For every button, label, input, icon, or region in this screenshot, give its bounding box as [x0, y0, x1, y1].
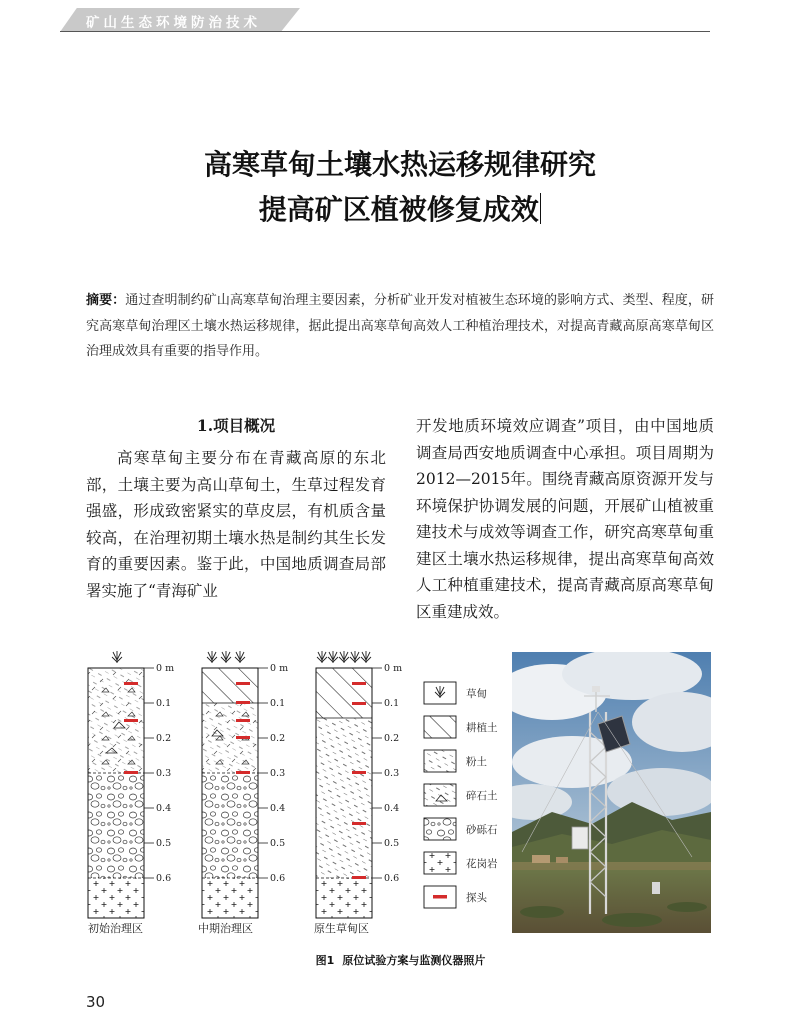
soil-profile-diagram	[84, 648, 504, 938]
monitoring-instrument-photo	[512, 652, 711, 933]
probe-marker	[352, 876, 366, 879]
legend-item-probe	[424, 886, 487, 908]
depth-label: 0.5	[156, 838, 172, 849]
legend-label: 草甸	[466, 688, 487, 700]
probe-marker	[236, 701, 250, 704]
probe-marker	[236, 771, 250, 774]
depth-label: 0.4	[156, 803, 172, 814]
grass-icon	[112, 651, 122, 663]
text-cursor	[540, 193, 542, 224]
body-paragraph: 高寒草甸主要分布在青藏高原的东北部，土壤主要为高山草甸土，生草过程发育强盛，形成致密紧实的草皮层，有机质含量较高，在治理初期土壤水热是制约其生长发育的重要因素。鉴于此，中国地质调查局部署实施了“青海矿业	[86, 449, 386, 600]
depth-label: 0.4	[384, 803, 400, 814]
soil-profile-figure	[84, 648, 504, 938]
depth-label: 0 m	[156, 663, 175, 674]
legend-label: 花岗岩	[466, 858, 498, 870]
abstract-text: 通过查明制约矿山高寒草甸治理主要因素，分析矿业开发对植被生态环境的影响方式、类型、程度，研究高寒草甸治理区土壤水热运移规律，据此提出高寒草甸高效人工种植治理技术，对提高青藏高原高寒草甸区治理成效具有重要的指导作用。	[86, 293, 714, 359]
legend-label: 粉土	[466, 756, 487, 768]
legend-item-sandy-gravel	[424, 818, 498, 840]
depth-label: 0.2	[156, 733, 172, 744]
abstract-label: 摘要：	[86, 293, 126, 308]
figure-legend	[424, 682, 498, 908]
depth-label: 0.5	[384, 838, 400, 849]
title-line-2-text: 提高矿区植被修复成效	[258, 193, 539, 226]
legend-item-silt	[424, 750, 487, 772]
depth-label: 0 m	[384, 663, 403, 674]
depth-label: 0.4	[270, 803, 286, 814]
legend-item-gravel-soil	[424, 784, 498, 806]
page-number: 30	[86, 993, 106, 1011]
article-title	[100, 142, 700, 232]
probe-marker	[352, 822, 366, 825]
grass-icon	[317, 651, 371, 663]
column-label: 初始治理区	[88, 922, 143, 935]
title-line-2	[100, 187, 700, 232]
depth-label: 0.3	[156, 768, 172, 779]
legend-label: 探头	[466, 892, 487, 904]
photo-illustration	[512, 652, 711, 933]
probe-marker	[124, 682, 138, 685]
figure-number: 图1	[315, 954, 335, 967]
legend-item-grass	[424, 682, 487, 704]
probe-marker	[236, 682, 250, 685]
depth-label: 0.2	[270, 733, 286, 744]
title-line-1: 高寒草甸土壤水热运移规律研究	[203, 148, 596, 181]
probe-marker	[352, 682, 366, 685]
grass-icon	[207, 651, 245, 663]
legend-item-tilled	[424, 716, 498, 738]
body-column-right	[416, 413, 714, 625]
legend-item-granite	[424, 852, 498, 874]
depth-label: 0.6	[384, 873, 400, 884]
depth-label: 0 m	[270, 663, 289, 674]
depth-label: 0.1	[270, 698, 286, 709]
figure-caption-text: 原位试验方案与监测仪器照片	[342, 954, 486, 967]
probe-marker	[236, 719, 250, 722]
column-label: 中期治理区	[198, 922, 253, 935]
depth-label: 0.1	[156, 698, 172, 709]
probe-marker	[352, 702, 366, 705]
section-heading: 1.项目概况	[196, 416, 276, 435]
probe-marker	[236, 736, 250, 739]
probe-marker	[352, 771, 366, 774]
depth-label: 0.5	[270, 838, 286, 849]
depth-label: 0.1	[384, 698, 400, 709]
depth-label: 0.3	[384, 768, 400, 779]
abstract	[86, 288, 714, 365]
profile-column-native	[314, 651, 402, 935]
header-rule	[60, 31, 710, 32]
legend-label: 砂砾石	[466, 824, 498, 836]
depth-label: 0.6	[156, 873, 172, 884]
profile-column-initial	[88, 651, 174, 935]
column-label: 原生草甸区	[314, 922, 369, 935]
body-column-left	[86, 413, 386, 604]
depth-label: 0.3	[270, 768, 286, 779]
header-section-title: 矿山生态环境防治技术	[86, 15, 261, 31]
probe-marker	[124, 771, 138, 774]
legend-label: 碎石土	[466, 790, 498, 802]
depth-label: 0.6	[270, 873, 286, 884]
probe-marker	[124, 719, 138, 722]
profile-column-middle	[198, 651, 288, 935]
body-paragraph-continued: 开发地质环境效应调查”项目，由中国地质调查局西安地质调查中心承担。项目周期为2012—2015年。围绕青藏高原资源开发与环境保护协调发展的问题，开展矿山植被重建技术与成效等调查工作，研究高寒草甸重建区土壤水热运移规律，提出高寒草甸高效人工种植重建技术，提高青藏高原高寒草甸区重建成效。	[416, 417, 714, 621]
figure-caption	[0, 952, 801, 968]
running-header	[60, 8, 710, 32]
legend-label: 耕植土	[466, 722, 498, 734]
depth-label: 0.2	[384, 733, 400, 744]
